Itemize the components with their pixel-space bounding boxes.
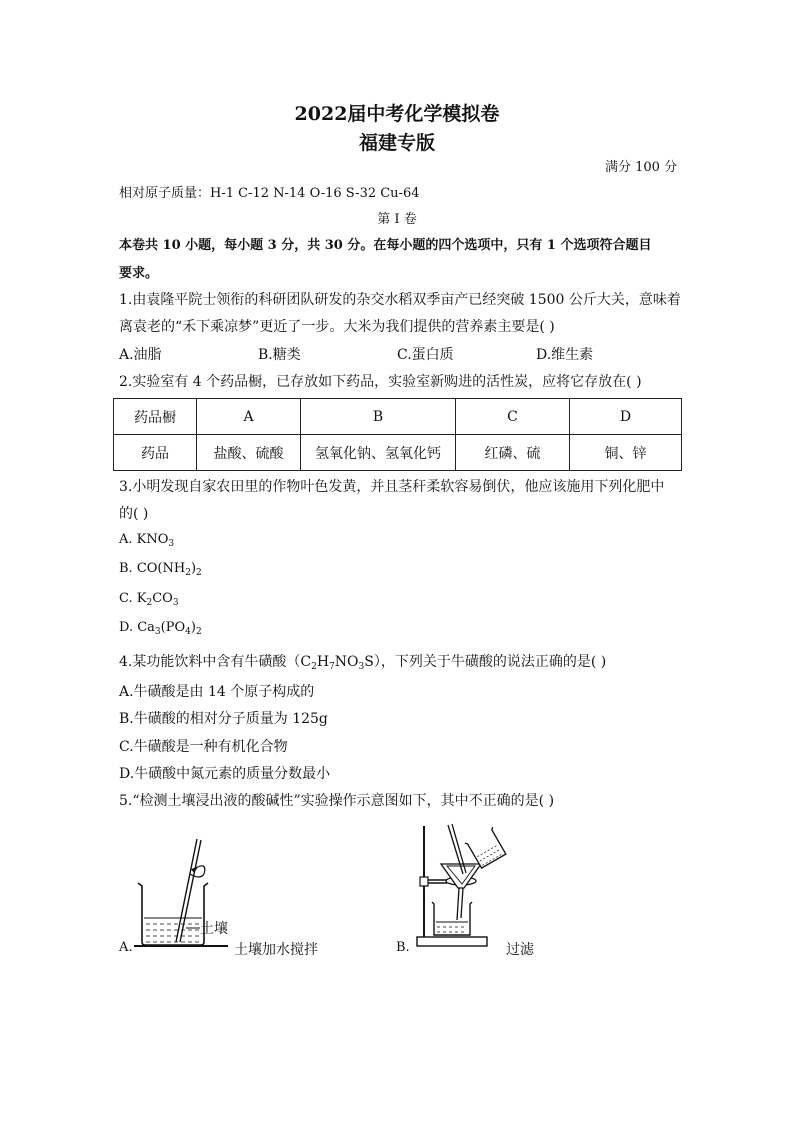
figure-a-stirring-illustration — [118, 836, 268, 956]
q4-option-d: D.牛磺酸中氮元素的质量分数最小 — [119, 766, 331, 782]
q4-option-b: B.牛磺酸的相对分子质量为 125g — [119, 711, 328, 727]
q3-option-d: D. $Ca_3(PO_4)_2$ — [119, 620, 202, 637]
q3-option-c: C. $K_2CO_3$ — [119, 591, 179, 608]
section-heading: 第 I 卷 — [377, 212, 417, 227]
table-cell: 盐酸、硫酸 — [197, 435, 301, 471]
figure-b-option-label: B. — [396, 940, 410, 955]
table-cell: 铜、锌 — [570, 435, 682, 471]
q2-cabinet-table — [113, 398, 682, 471]
figure-a-option-label: A. — [119, 940, 133, 955]
q3-option-a: A. $KNO_3$ — [119, 532, 175, 549]
figure-b-caption: 过滤 — [506, 942, 534, 958]
q3-stem-line-1: 3.小明发现自家农田里的作物叶色发黄，并且茎秆柔软容易倒伏，他应该施用下列化肥中 — [119, 479, 665, 495]
table-cell: A — [197, 399, 301, 435]
q1-option-a: A.油脂 — [119, 347, 162, 363]
q3-stem-line-2: 的( ) — [119, 506, 149, 522]
q1-option-b: B.糖类 — [258, 347, 301, 363]
table-cell: 红磷、硫 — [456, 435, 570, 471]
q5-stem: 5.“检测土壤浸出液的酸碱性”实验操作示意图如下，其中不正确的是( ) — [119, 793, 555, 809]
q2-stem: 2.实验室有 4 个药品橱，已存放如下药品，实验室新购进的活性炭，应将它存放在( ) — [119, 374, 642, 390]
exam-subtitle: 福建专版 — [358, 132, 435, 154]
q4-option-c: C.牛磺酸是一种有机化合物 — [119, 739, 288, 755]
q1-option-d: D.维生素 — [536, 347, 594, 363]
full-score: 满分 100 分 — [605, 160, 678, 175]
exam-title: 2022届中考化学模拟卷 — [294, 103, 500, 125]
q1-option-c: C.蛋白质 — [397, 347, 454, 363]
q1-stem-line-2: 离袁老的“禾下乘凉梦”更近了一步。大米为我们提供的营养素主要是( ) — [119, 319, 555, 335]
table-row — [114, 435, 682, 471]
q4-option-a: A.牛磺酸是由 14 个原子构成的 — [119, 684, 315, 700]
figure-b-filtration-illustration — [405, 822, 515, 950]
atomic-mass-line: 相对原子质量：H-1 C-12 N-14 O-16 S-32 Cu-64 — [119, 186, 420, 201]
table-cell: D — [570, 399, 682, 435]
figure-a-soil-label: 土壤 — [200, 921, 228, 937]
table-cell: 氢氧化钠、氢氧化钙 — [301, 435, 456, 471]
instructions-line-1: 本卷共 10 小题，每小题 3 分，共 30 分。在每小题的四个选项中，只有 1 个选项符合题目 — [119, 238, 652, 253]
table-cell: 药品橱 — [114, 399, 197, 435]
table-cell: C — [456, 399, 570, 435]
figure-a-caption: 土壤加水搅拌 — [234, 942, 318, 958]
q4-stem: 4.某功能饮料中含有牛磺酸$(C_2H_7NO_3S)$，下列关于牛磺酸的说法正确的是( ) — [119, 654, 607, 672]
q1-stem-line-1: 1.由袁隆平院士领衔的科研团队研发的杂交水稻双季亩产已经突破 1500 公斤大关，意味着 — [119, 292, 681, 308]
instructions-line-2: 要求。 — [119, 266, 159, 281]
table-header-row — [114, 399, 682, 435]
table-cell: B — [301, 399, 456, 435]
table-cell: 药品 — [114, 435, 197, 471]
q3-option-b: B. $CO(NH_2)_2$ — [119, 561, 202, 578]
